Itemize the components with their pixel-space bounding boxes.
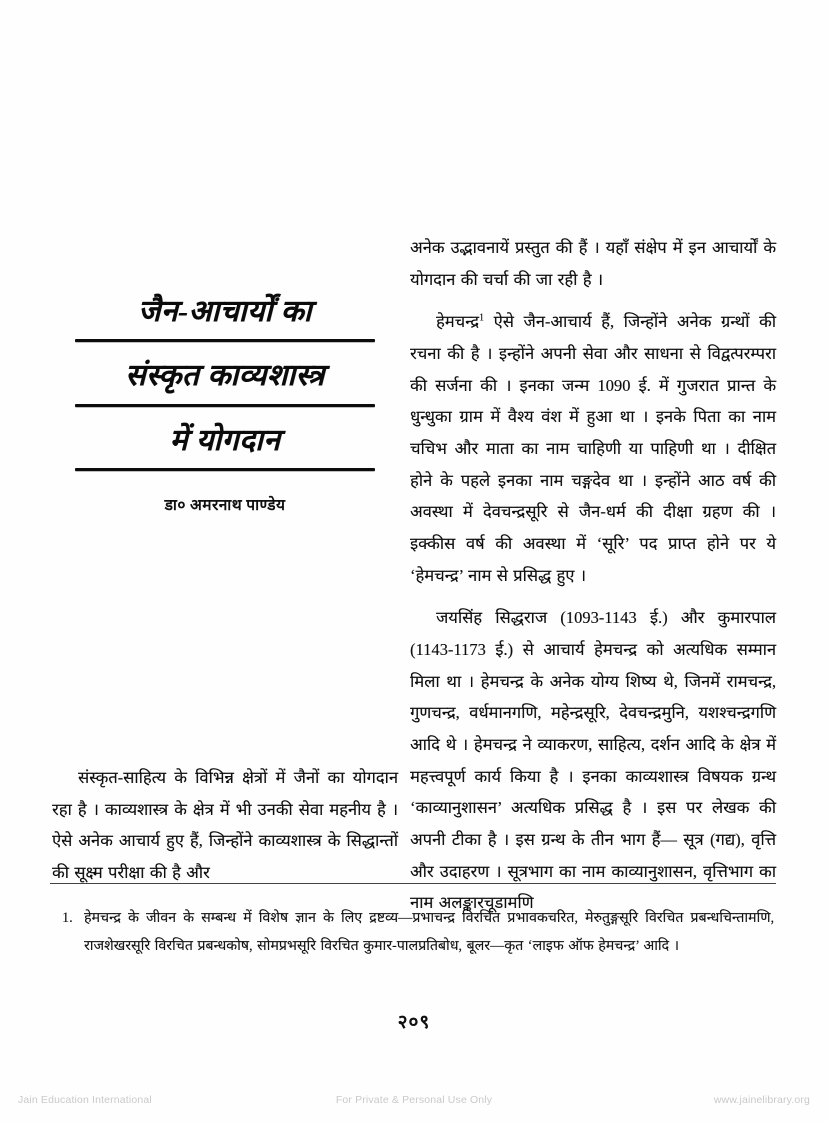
footnote-block bbox=[62, 905, 774, 960]
article-title-line-2: संस्कृत काव्यशास्त्र bbox=[125, 359, 325, 393]
two-column-text-area bbox=[52, 232, 776, 913]
scan-footer bbox=[0, 1088, 828, 1112]
left-column bbox=[52, 232, 398, 883]
title-rule-2 bbox=[75, 404, 375, 407]
article-title-line-1: जैन-आचार्यों का bbox=[138, 295, 312, 328]
page-number: २०९ bbox=[397, 1012, 431, 1033]
scan-footer-organization: Jain Education International bbox=[18, 1094, 152, 1106]
scan-footer-usage-notice: For Private & Personal Use Only bbox=[335, 1094, 493, 1106]
right-column bbox=[410, 232, 776, 913]
hemachandra-lead-word: हेमचन्द्र bbox=[436, 312, 479, 332]
footnote-reference-marker: 1 bbox=[478, 312, 484, 324]
article-title-line-3: में योगदान bbox=[169, 423, 281, 457]
paragraph: संस्कृत-साहित्य के विभिन्न क्षेत्रों में जैनों का योगदान रहा है । काव्यशास्त्र के क्षेत्र में भी उनकी सेवा महनीय है । ऐसे अनेक आचार्य हुए हैं, जिन्होंने काव्यशास्त्र के सिद्धान्तों की सूक्ष्म परीक्षा की है और bbox=[52, 768, 398, 883]
left-column-body bbox=[52, 762, 398, 900]
footnote-separator-rule bbox=[50, 883, 776, 884]
title-rule-3 bbox=[75, 468, 375, 471]
hemachandra-paragraph-rest: ऐसे जैन-आचार्य हैं, जिन्होंने अनेक ग्रन्थों की रचना की है । इन्होंने अपनी सेवा और साधना से विद्वत्परम्परा की सर्जना की । इनका जन्म 1090 ई. में गुजरात प्रान्त के धुन्धुका ग्राम में वैश्य वंश में हुआ था । इनके पिता का नाम चचिभ और माता का नाम चाहिणी या पाहिणी था । दीक्षित होने के पहले इनका नाम चङ्गदेव था । इन्होंने आठ वर्ष की अवस्था में देवचन्द्रसूरि से जैन-धर्म की दीक्षा ग्रहण की । इक्कीस वर्ष की अवस्था में ‘सूरि’ पद प्राप्त होने पर ये ‘हेमचन्द्र’ नाम से प्रसिद्ध हुए । bbox=[410, 312, 776, 585]
article-byline: डा० अमरनाथ पाण्डेय bbox=[164, 497, 286, 515]
article-title-block bbox=[52, 292, 398, 515]
scan-footer-website[interactable]: www.jainelibrary.org bbox=[713, 1094, 810, 1106]
title-rule-1 bbox=[75, 339, 375, 342]
paragraph-hemachandra bbox=[410, 306, 776, 591]
right-column-body bbox=[410, 232, 776, 930]
footnote-text: हेमचन्द्र के जीवन के सम्बन्ध में विशेष ज्ञान के लिए द्रष्टव्य—प्रभाचन्द्र विरचित प्रभावकचरित, मेरुतुङ्गसूरि विरचित प्रबन्धचिन्तामणि, राजशेखरसूरि विरचित प्रबन्धकोष, सोमप्रभसूरि विरचित कुमार-पालप्रतिबोध, बूलर—कृत ‘लाइफ ऑफ हेमचन्द्र’ आदि । bbox=[84, 910, 774, 954]
paragraph: जयसिंह सिद्धराज (1093-1143 ई.) और कुमारपाल (1143-1173 ई.) से आचार्य हेमचन्द्र को अत्यधिक सम्मान मिला था । हेमचन्द्र के अनेक योग्य शिष्य थे, जिनमें रामचन्द्र, गुणचन्द्र, वर्धमानगणि, महेन्द्रसूरि, देवचन्द्रमुनि, यशश्चन्द्रगणि आदि थे । हेमचन्द्र ने व्याकरण, साहित्य, दर्शन आदि के क्षेत्र में महत्त्वपूर्ण कार्य किया है । इनका काव्यशास्त्र विषयक ग्रन्थ ‘काव्यानुशासन’ अत्यधिक प्रसिद्ध है । इस पर लेखक की अपनी टीका है । इस ग्रन्थ के तीन भाग हैं— सूत्र (गद्य), वृत्ति और उदाहरण । सूत्रभाग का नाम काव्यानुशासन, वृत्तिभाग का नाम अलङ्कारचूडामणि bbox=[410, 608, 776, 913]
footnote-number: 1. bbox=[62, 910, 73, 926]
paragraph: अनेक उद्भावनायें प्रस्तुत की हैं । यहाँ संक्षेप में इन आचार्यों के योगदान की चर्चा की जा रही है । bbox=[410, 238, 776, 289]
